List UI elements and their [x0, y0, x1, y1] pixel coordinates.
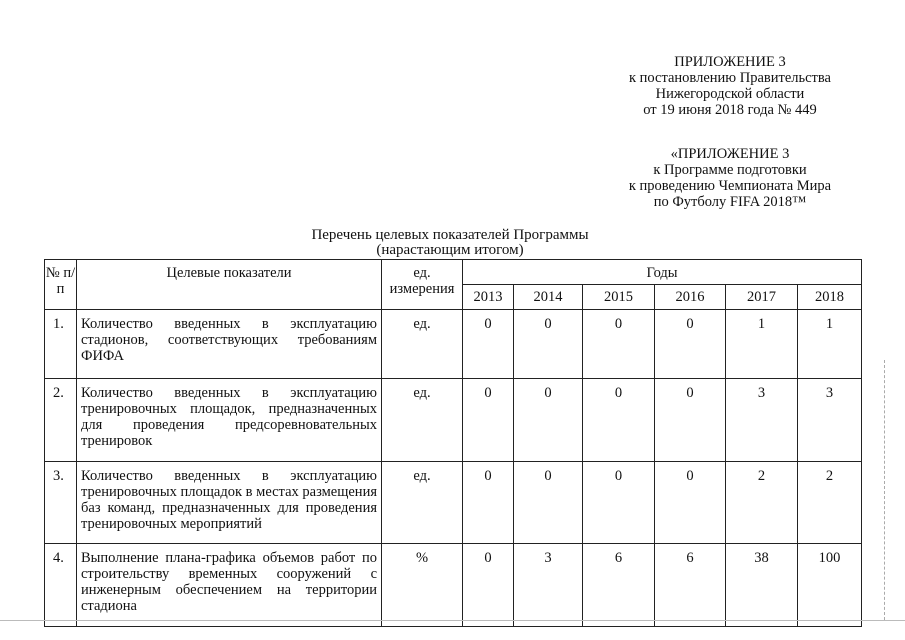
year-header: 2014 — [514, 285, 583, 310]
header-indicator: Целевые показатели — [77, 260, 382, 310]
appendix-program-line3: к проведению Чемпионата Мира — [628, 178, 832, 194]
value-cell: 3 — [514, 544, 583, 627]
appendix-program-line2: к Программе подготовки — [653, 162, 807, 178]
value-cell: 2 — [726, 462, 798, 544]
appendix-resolution-line2: к постановлению Правительства — [629, 70, 831, 86]
value-cell: 3 — [726, 379, 798, 462]
row-number: 1. — [45, 310, 77, 379]
row-number: 4. — [45, 544, 77, 627]
value-cell: 6 — [655, 544, 726, 627]
row-number: 3. — [45, 462, 77, 544]
header-number: № п/п — [45, 260, 77, 310]
value-cell: 0 — [655, 310, 726, 379]
appendix-resolution-line3: Нижегородской области — [655, 86, 805, 102]
title-line1: Перечень целевых показателей Программы — [311, 227, 589, 243]
row-number: 2. — [45, 379, 77, 462]
document-title — [200, 228, 700, 258]
scan-edge-line — [884, 360, 885, 620]
appendix-resolution-block — [600, 54, 860, 118]
appendix-resolution-line1: ПРИЛОЖЕНИЕ 3 — [674, 54, 786, 70]
row-indicator: Выполнение плана-графика объемов работ по строительству временных сооружений с инженерным обеспечением на территории стадиона — [77, 544, 382, 627]
year-header: 2018 — [798, 285, 862, 310]
row-indicator: Количество введенных в эксплуатацию стадионов, соответствующих требованиям ФИФА — [77, 310, 382, 379]
value-cell: 0 — [583, 462, 655, 544]
appendix-program-line1: «ПРИЛОЖЕНИЕ 3 — [670, 146, 790, 162]
year-header: 2017 — [726, 285, 798, 310]
year-header: 2013 — [463, 285, 514, 310]
row-unit: ед. — [382, 310, 463, 379]
value-cell: 0 — [583, 310, 655, 379]
row-unit: ед. — [382, 379, 463, 462]
value-cell: 6 — [583, 544, 655, 627]
year-header: 2015 — [583, 285, 655, 310]
row-indicator: Количество введенных в эксплуатацию тренировочных площадок в местах размещения баз команд, предназначенных для проведения тренировочных мероприятий — [77, 462, 382, 544]
value-cell: 1 — [798, 310, 862, 379]
value-cell: 0 — [514, 379, 583, 462]
value-cell: 2 — [798, 462, 862, 544]
scan-edge-line — [0, 620, 905, 621]
indicators-table — [44, 259, 862, 627]
row-unit: ед. — [382, 462, 463, 544]
appendix-program-block — [600, 146, 860, 210]
table-row — [45, 462, 862, 544]
appendix-resolution-line4: от 19 июня 2018 года № 449 — [643, 102, 817, 118]
value-cell: 100 — [798, 544, 862, 627]
table-row — [45, 544, 862, 627]
table-row — [45, 310, 862, 379]
title-line2: (нарастающим итогом) — [376, 242, 524, 258]
value-cell: 0 — [655, 379, 726, 462]
value-cell: 0 — [463, 379, 514, 462]
value-cell: 0 — [463, 462, 514, 544]
year-header: 2016 — [655, 285, 726, 310]
value-cell: 0 — [463, 544, 514, 627]
value-cell: 0 — [655, 462, 726, 544]
appendix-program-line4: по Футболу FIFA 2018™ — [653, 194, 807, 210]
value-cell: 0 — [514, 310, 583, 379]
header-years: Годы — [463, 260, 862, 285]
row-indicator: Количество введенных в эксплуатацию тренировочных площадок, предназначенных для проведения предсоревновательных тренировок — [77, 379, 382, 462]
value-cell: 0 — [514, 462, 583, 544]
row-unit: % — [382, 544, 463, 627]
value-cell: 3 — [798, 379, 862, 462]
header-unit: ед. измерения — [382, 260, 463, 310]
table-row — [45, 379, 862, 462]
value-cell: 0 — [463, 310, 514, 379]
value-cell: 1 — [726, 310, 798, 379]
value-cell: 0 — [583, 379, 655, 462]
value-cell: 38 — [726, 544, 798, 627]
